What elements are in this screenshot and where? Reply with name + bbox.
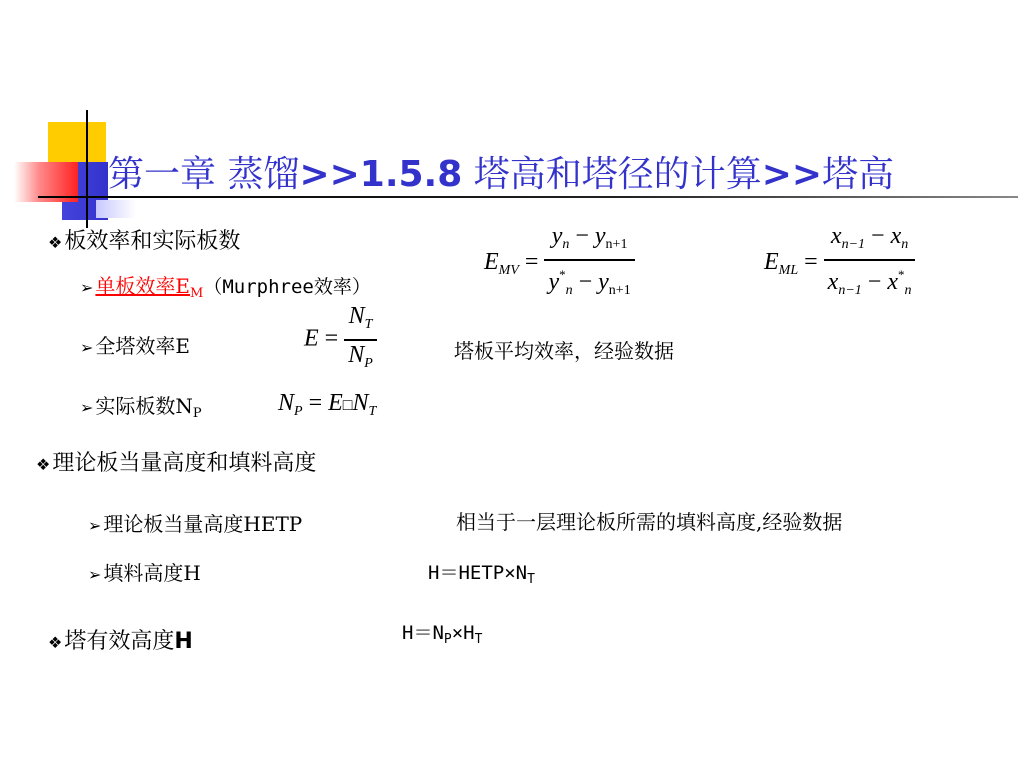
eml-d2-sub: n — [904, 282, 912, 298]
eml-d1-sub: n−1 — [838, 282, 862, 298]
bullet-murphree — [80, 270, 371, 301]
formula-tower-height — [402, 618, 482, 647]
hetp-heading-label: 理论板当量高度和填料高度 — [52, 451, 317, 476]
formula-emv — [484, 222, 635, 305]
np-lhs: N — [278, 390, 295, 416]
eml-minus: − — [865, 223, 891, 249]
emv-d2: y — [598, 268, 609, 295]
emv-numerator — [548, 222, 632, 259]
actual-label: 实际板数N — [95, 394, 193, 418]
title-prefix: 第一章 蒸馏 — [108, 154, 300, 195]
packing-label: 填料高度H — [103, 561, 201, 585]
eml-n1-sub: n−1 — [841, 237, 866, 252]
eml-d2-sup: * — [897, 266, 905, 282]
e-numerator — [345, 302, 377, 339]
bullet-tower-height — [48, 624, 193, 655]
overall-label: 全塔效率E — [95, 334, 191, 358]
eml-eq: = — [798, 248, 824, 275]
emv-denominator — [544, 261, 634, 305]
tower-label: 塔有效高度 — [64, 629, 175, 654]
eml-d1: x — [827, 268, 839, 295]
e-den: N — [348, 341, 365, 368]
eml-d2: x — [887, 268, 898, 295]
eml-minus-2: − — [861, 268, 888, 295]
emv-d1: y — [548, 268, 560, 295]
diamond-bullet-icon: ❖ — [48, 633, 63, 652]
tower-formula-a: H＝N — [402, 622, 444, 644]
diamond-bullet-icon: ❖ — [48, 233, 63, 252]
eml-fraction — [824, 222, 916, 305]
title-suffix: 塔高 — [822, 154, 895, 195]
packing-formula-text: H＝HETP×N — [428, 562, 528, 584]
eml-numerator — [827, 222, 912, 259]
emv-d1-sup: * — [559, 266, 566, 282]
hetp-note: 相当于一层理论板所需的填料高度,经验数据 — [456, 510, 843, 534]
eml-n2: x — [890, 223, 902, 249]
diamond-bullet-icon: ❖ — [36, 455, 51, 474]
emv-lhs: E — [484, 248, 499, 275]
emv-n2: y — [594, 223, 606, 249]
actual-sub: P — [192, 406, 202, 421]
formula-eml — [764, 222, 915, 305]
title-middle: 塔高和塔径的计算 — [462, 154, 762, 195]
np-rhs: N — [352, 390, 369, 416]
np-lhs-sub: P — [294, 404, 303, 419]
eml-lhs-sub: ML — [778, 262, 799, 278]
title-arrow: >> — [761, 154, 823, 195]
murphree-paren: （Murphree效率） — [203, 276, 371, 298]
arrow-bullet-icon: ➢ — [80, 338, 94, 357]
page-title — [108, 146, 894, 197]
eml-n1: x — [830, 223, 842, 249]
emv-d2-sub: n+1 — [608, 282, 631, 298]
eml-lhs: E — [764, 248, 779, 275]
hetp-label: 理论板当量高度HETP — [103, 512, 303, 536]
bullet-overall — [80, 330, 190, 359]
eml-denominator — [824, 261, 916, 305]
e-lhs: E — [304, 325, 319, 352]
emv-d1-sub: n — [565, 282, 573, 298]
emv-n2-sub: n+1 — [605, 237, 628, 252]
formula-np — [278, 390, 376, 420]
arrow-bullet-icon: ➢ — [88, 516, 102, 535]
blue-glow-decoration — [96, 200, 136, 218]
overall-efficiency-note: 塔板平均效率，经验数据 — [454, 339, 674, 363]
tower-formula-sub2: T — [474, 632, 483, 647]
arrow-bullet-icon: ➢ — [80, 278, 94, 297]
formula-e — [304, 302, 377, 378]
packing-formula-sub: T — [527, 572, 535, 587]
e-num: N — [348, 303, 365, 329]
tower-label-h: H — [174, 629, 193, 654]
e-denominator — [344, 341, 377, 378]
vertical-line-decoration — [86, 110, 88, 228]
emv-fraction — [544, 222, 634, 305]
emv-eq: = — [518, 248, 545, 275]
emv-n1-sub: n — [562, 237, 570, 252]
bullet-actual — [80, 390, 202, 421]
bullet-hetp — [88, 508, 302, 537]
formula-packing-height — [428, 558, 535, 587]
e-eq: = — [318, 325, 345, 352]
emv-n1: y — [551, 223, 563, 249]
np-rhs-sub: T — [368, 404, 377, 419]
arrow-bullet-icon: ➢ — [88, 565, 102, 584]
e-num-sub: T — [364, 317, 373, 332]
bullet-plate-efficiency — [48, 224, 240, 255]
np-box: □ — [342, 397, 353, 414]
bullet-packing-height — [88, 557, 201, 586]
e-fraction — [344, 302, 377, 378]
emv-minus-2: − — [572, 268, 599, 295]
bullet-hetp-heading — [36, 446, 316, 477]
murphree-sub: M — [190, 286, 204, 301]
tower-formula-sub1: P — [443, 632, 452, 647]
np-mid: E — [328, 390, 343, 416]
eml-n2-sub: n — [901, 237, 909, 252]
murphree-label-text: 单板效率E — [95, 274, 191, 298]
arrow-bullet-icon: ➢ — [80, 398, 94, 417]
e-den-sub: P — [364, 355, 373, 371]
bullet-plate-efficiency-label: 板效率和实际板数 — [64, 229, 241, 254]
np-eq: = — [302, 390, 329, 416]
title-section: >>1.5.8 — [299, 154, 463, 195]
tower-formula-b: ×H — [451, 622, 475, 644]
emv-minus: − — [569, 223, 595, 249]
murphree-label — [95, 274, 204, 301]
emv-lhs-sub: MV — [498, 262, 519, 278]
